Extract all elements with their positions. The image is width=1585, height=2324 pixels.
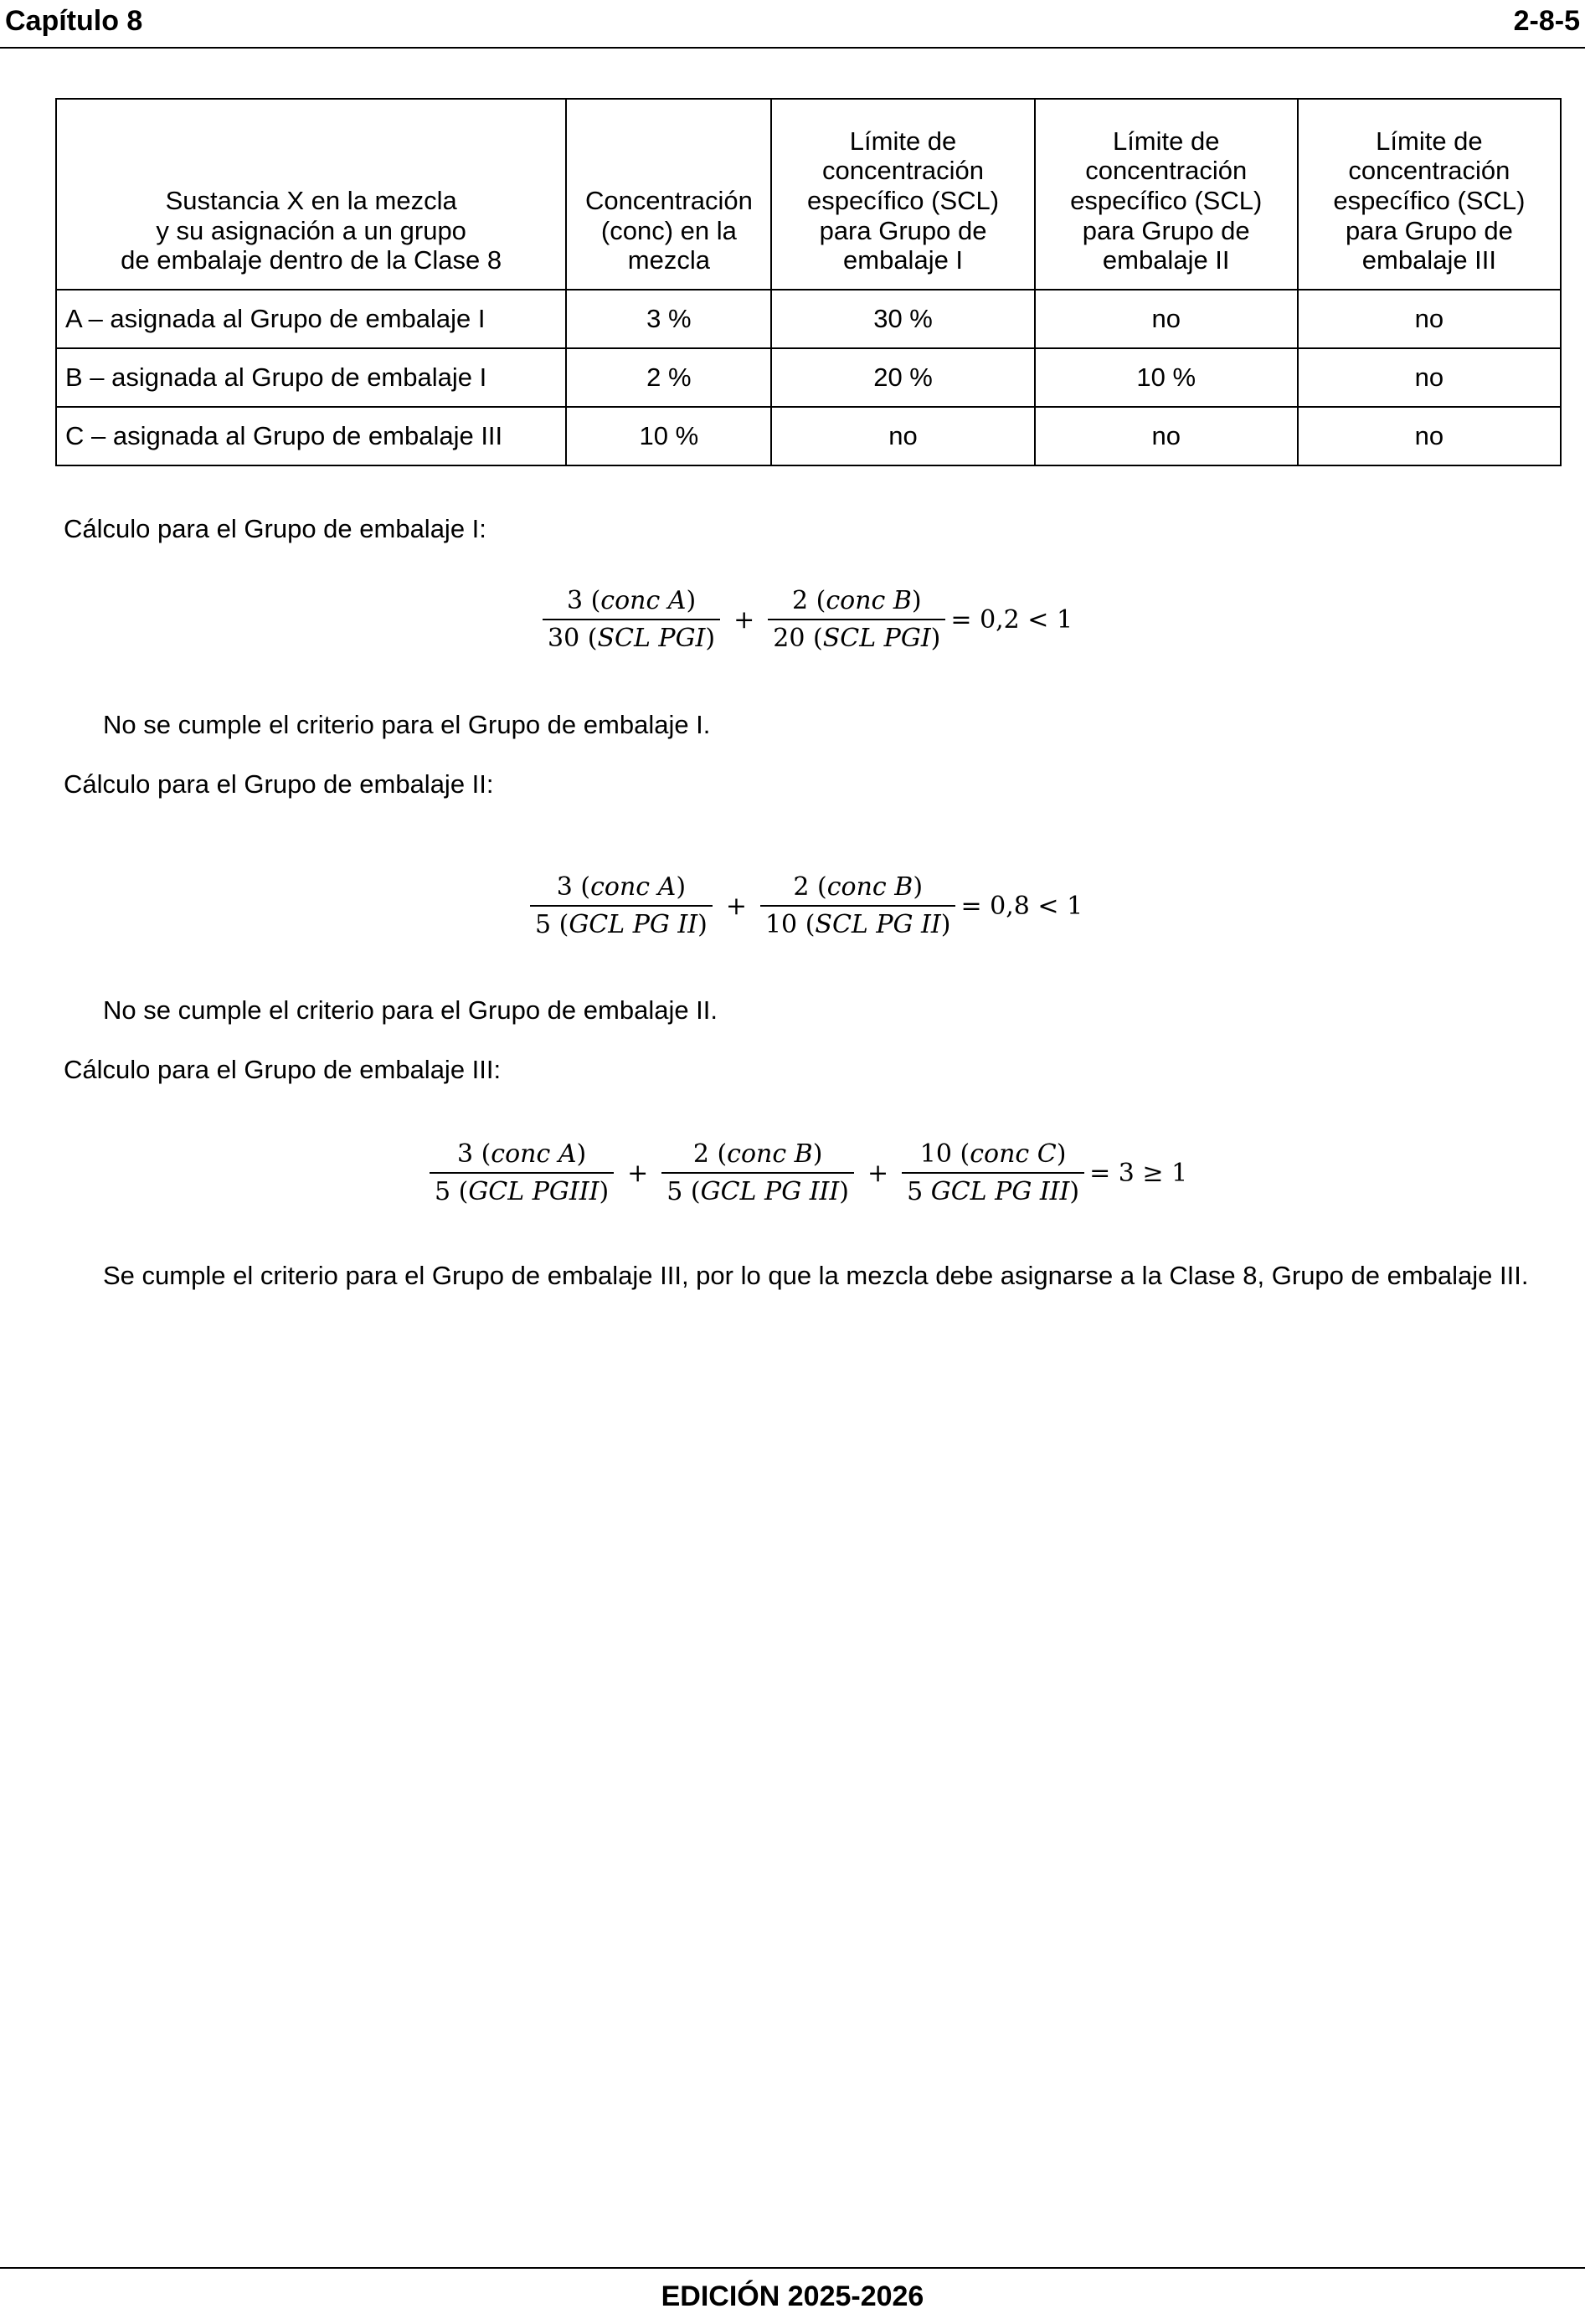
fraction-term: $\frac{\text{3 (conc A)}}{\text{30 (SCL PGI)}}$: [543, 586, 720, 653]
header-concentration: Concentración (conc) en la mezcla: [566, 99, 771, 290]
table-cell: no: [1298, 407, 1561, 465]
header-substance: Sustancia X en la mezcla y su asignación a un grupo de embalaje dentro de la Clase 8: [56, 99, 566, 290]
edition-footer: EDICIÓN 2025-2026: [661, 2280, 924, 2312]
fraction-term: $\frac{\text{10 (conc C)}}{\text{5 GCL PG III)}}$: [902, 1139, 1084, 1206]
table-cell: 30 %: [771, 290, 1034, 348]
table-header-row: [56, 99, 1561, 290]
table-cell: 2 %: [566, 348, 771, 407]
header-scl-pg2: Límite de concentración específico (SCL) para Grupo de embalaje II: [1035, 99, 1298, 290]
header-scl-pg3: Límite de concentración específico (SCL) para Grupo de embalaje III: [1298, 99, 1561, 290]
table-cell: no: [771, 407, 1034, 465]
formula-result: = 3 ≥ 1: [1089, 1158, 1188, 1188]
header-scl-pg1: Límite de concentración específico (SCL) para Grupo de embalaje I: [771, 99, 1034, 290]
footer-divider: [0, 2267, 1585, 2269]
fraction-term: $\frac{\text{2 (conc B)}}{\text{5 (GCL PG III)}}$: [661, 1139, 854, 1206]
page-header: [0, 0, 1585, 49]
calc-heading-pg1: Cálculo para el Grupo de embalaje I:: [64, 514, 486, 543]
table-cell: A – asignada al Grupo de embalaje I: [56, 290, 566, 348]
calc-conclusion-pg1: No se cumple el criterio para el Grupo de embalaje I.: [103, 710, 711, 739]
calc-heading-pg3: Cálculo para el Grupo de embalaje III:: [64, 1055, 502, 1084]
page-number: 2-8-5: [1513, 5, 1580, 37]
table-cell: 10 %: [1035, 348, 1298, 407]
plus-operator: +: [867, 1158, 889, 1188]
plus-operator: +: [733, 604, 755, 635]
fraction-term: $\frac{\text{2 (conc B)}}{\text{10 (SCL PG II)}}$: [760, 872, 956, 939]
calc-conclusion-pg2: No se cumple el criterio para el Grupo de embalaje II.: [103, 995, 718, 1025]
table-cell: 10 %: [566, 407, 771, 465]
table-row: [56, 348, 1561, 407]
substance-table: [55, 98, 1562, 466]
table-cell: 3 %: [566, 290, 771, 348]
table-cell: 20 %: [771, 348, 1034, 407]
plus-operator: +: [627, 1158, 649, 1188]
fraction-term: $\frac{\text{3 (conc A)}}{\text{5 (GCL PGIII)}}$: [430, 1139, 614, 1206]
table-row: [56, 290, 1561, 348]
table-cell: C – asignada al Grupo de embalaje III: [56, 407, 566, 465]
fraction-term: $\frac{\text{2 (conc B)}}{\text{20 (SCL PGI)}}$: [768, 586, 945, 653]
formula-result: = 0,2 < 1: [950, 604, 1073, 635]
table-row: [56, 407, 1561, 465]
calc-conclusion-pg3: Se cumple el criterio para el Grupo de embalaje III, por lo que la mezcla debe asignarse a la Clase 8, Grupo de embalaje III.: [103, 1261, 1529, 1290]
table-cell: no: [1035, 407, 1298, 465]
formula-pg3: [430, 1139, 1187, 1206]
table-cell: B – asignada al Grupo de embalaje I: [56, 348, 566, 407]
table-cell: no: [1298, 348, 1561, 407]
fraction-term: $\frac{\text{3 (conc A)}}{\text{5 (GCL PG II)}}$: [530, 872, 713, 939]
table-cell: no: [1035, 290, 1298, 348]
table-cell: no: [1298, 290, 1561, 348]
plus-operator: +: [725, 891, 747, 921]
header-divider: [0, 47, 1585, 49]
formula-pg2: [530, 872, 1083, 939]
chapter-title: Capítulo 8: [5, 5, 143, 37]
calc-heading-pg2: Cálculo para el Grupo de embalaje II:: [64, 769, 494, 799]
formula-pg1: [543, 586, 1073, 653]
formula-result: = 0,8 < 1: [960, 891, 1083, 921]
